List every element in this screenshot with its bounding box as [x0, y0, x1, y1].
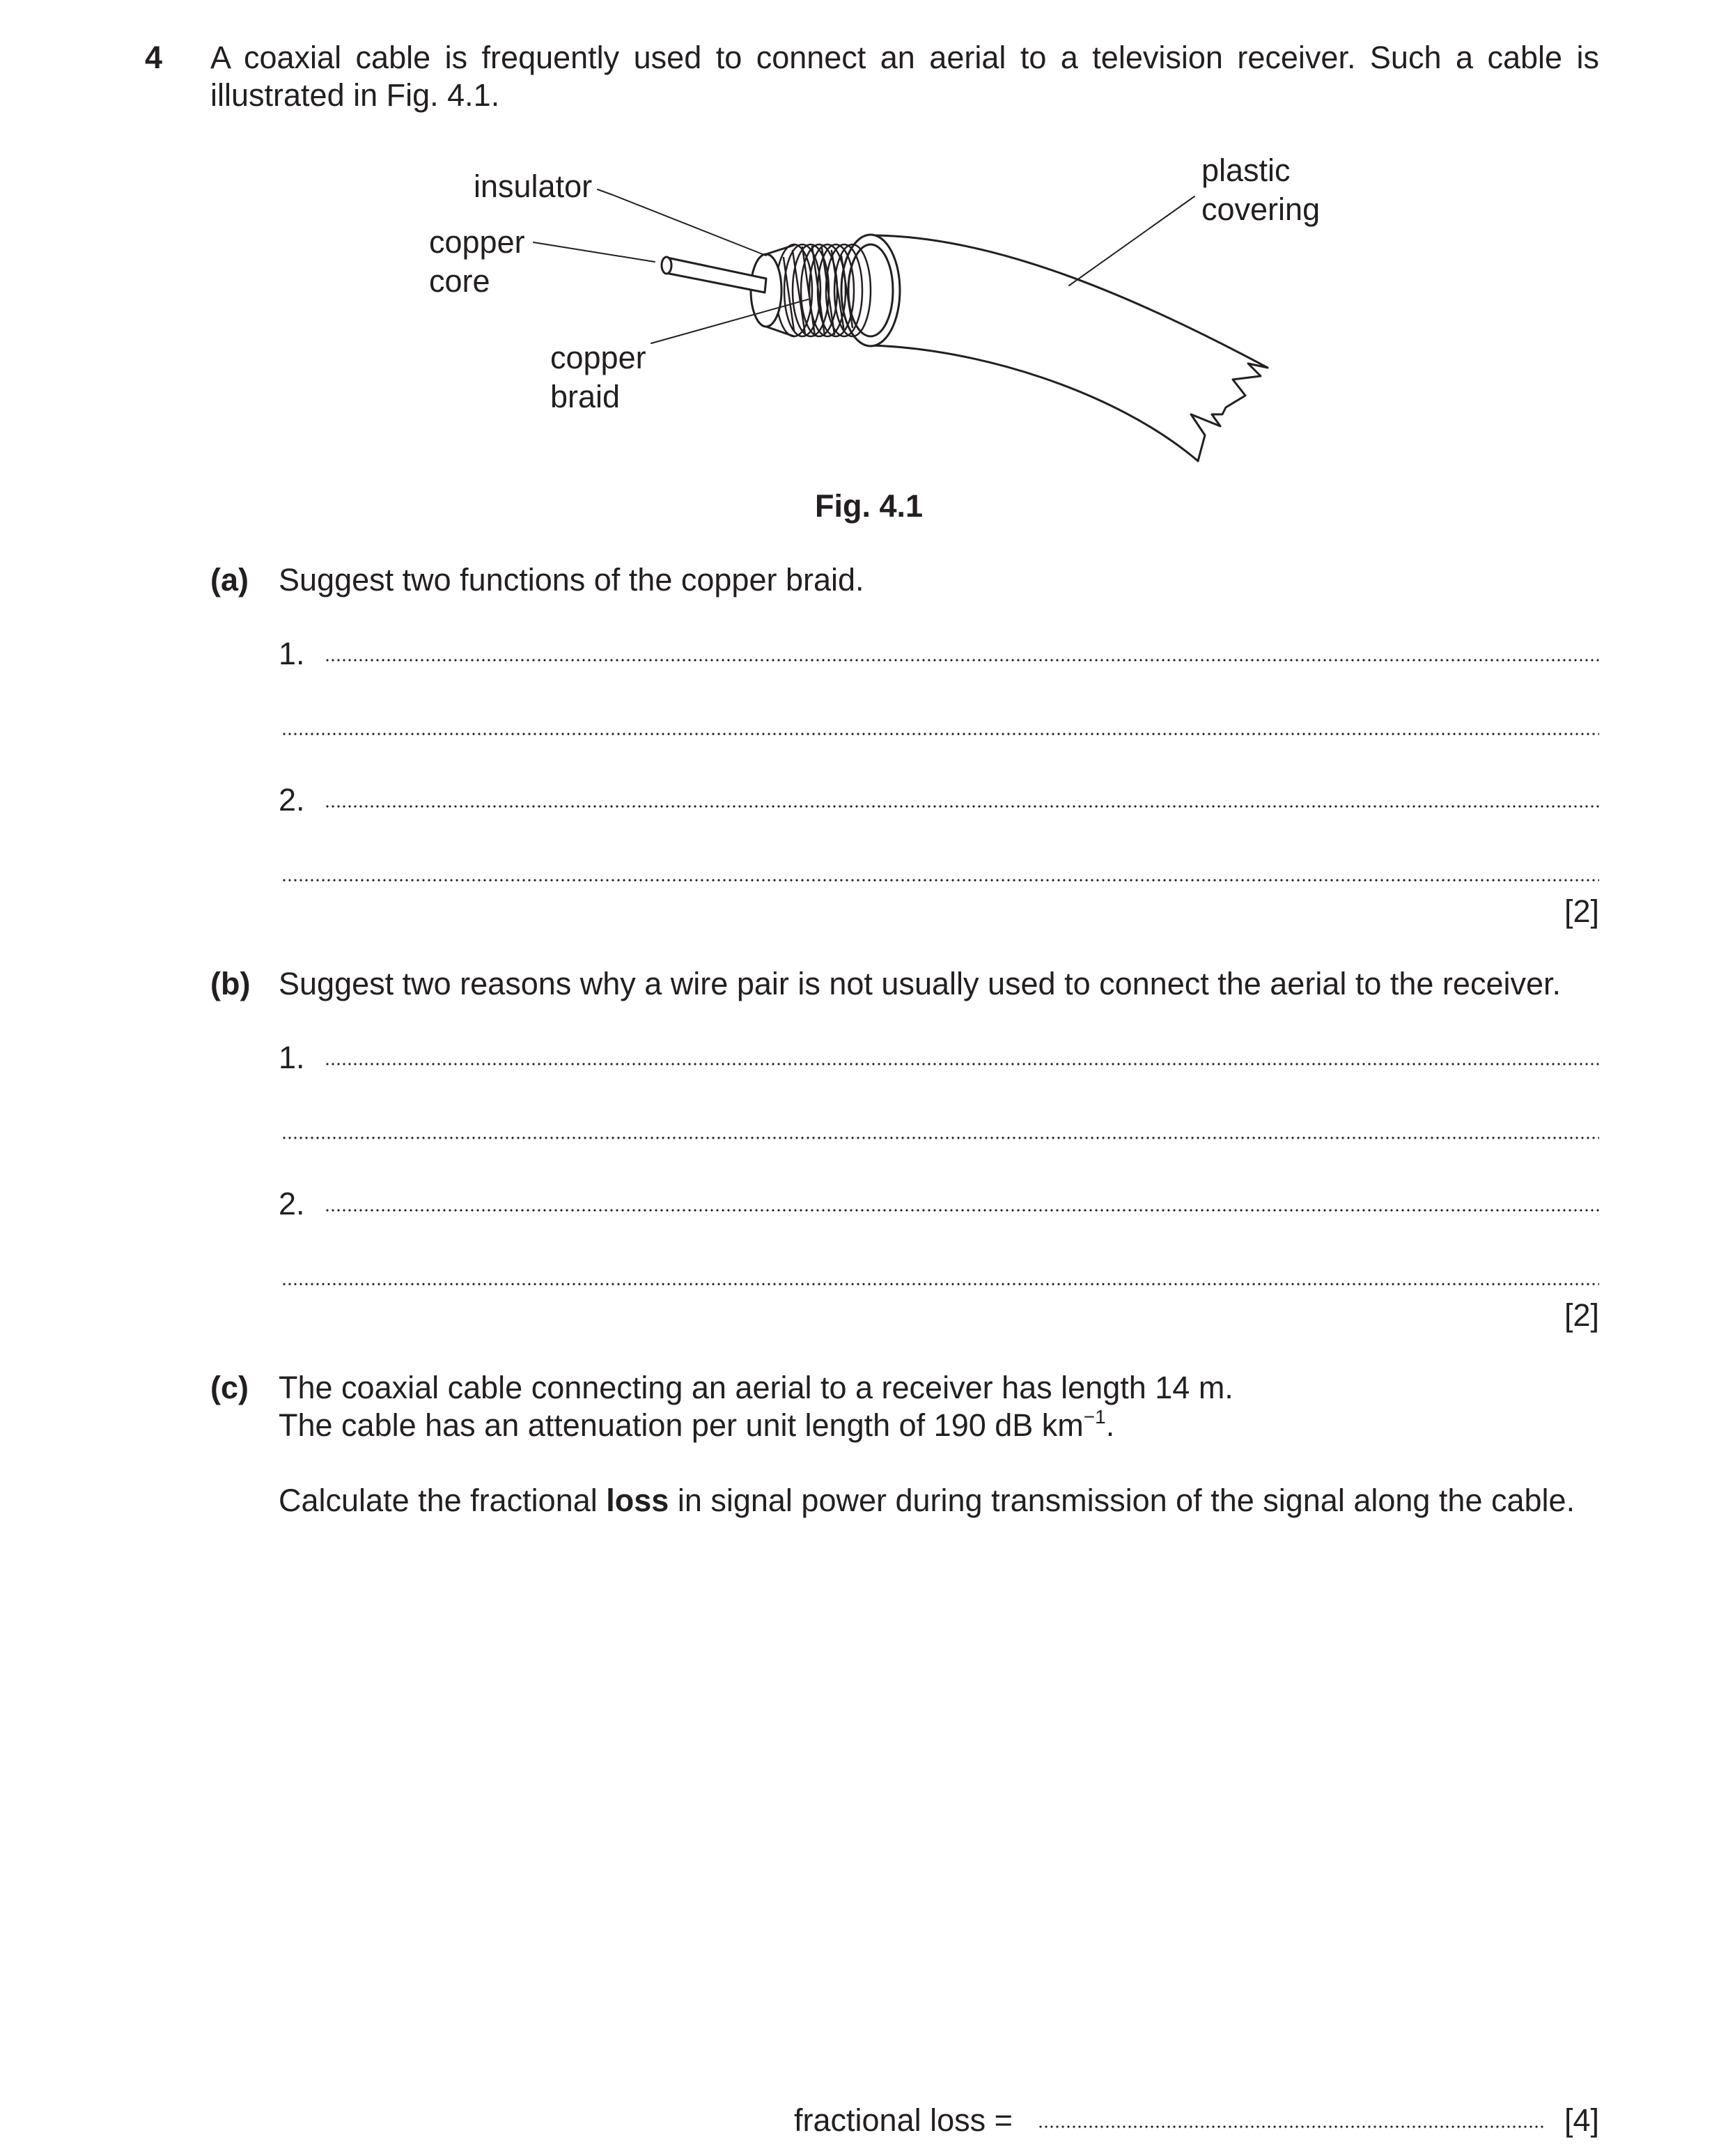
part-b-answer-line-1a[interactable] — [325, 1063, 1599, 1065]
question-number: 4 — [145, 40, 163, 75]
label-copper-braid-line1: copper — [550, 340, 646, 375]
part-b-label: (b) — [210, 966, 251, 1001]
part-a-answer-line-1b[interactable] — [281, 733, 1599, 735]
question-intro: A coaxial cable is frequently used to connect an aerial to a television receiver. Such a cable is illustrated in Fig. 4.1. — [210, 40, 1599, 113]
label-plastic-covering-line1: plastic — [1201, 153, 1291, 188]
fractional-loss-label: fractional loss = — [794, 2102, 1013, 2138]
part-c-calculate-instruction — [279, 1482, 1575, 1520]
plastic-covering-torn-end — [1191, 364, 1268, 461]
part-a-answer-line-2a[interactable] — [325, 805, 1599, 808]
label-insulator: insulator — [474, 169, 593, 204]
label-copper-core-line2: core — [429, 263, 490, 299]
leader-insulator — [598, 189, 766, 256]
label-copper-core-line1: copper — [429, 224, 525, 260]
plastic-covering-top-edge — [871, 235, 1268, 368]
plastic-covering-bottom-edge — [871, 345, 1198, 461]
part-b-marks: [2] — [1564, 1297, 1599, 1333]
fractional-loss-answer-line[interactable] — [1038, 2125, 1545, 2128]
part-a-marks: [2] — [1564, 893, 1599, 929]
part-a-answer-line-1a[interactable] — [325, 659, 1599, 662]
part-b-line-number-1: 1. — [279, 1040, 305, 1075]
part-c-line2-text: The cable has an attenuation per unit length of 190 dB km — [279, 1407, 1084, 1443]
part-a-answer-line-2b[interactable] — [281, 879, 1599, 882]
part-c-line2-superscript: −1 — [1083, 1406, 1106, 1428]
part-c-calc-bold: loss — [606, 1483, 669, 1518]
part-c-calc-post: in signal power during transmission of the signal along the cable. — [669, 1483, 1575, 1518]
part-b-line-number-2: 2. — [279, 1186, 305, 1221]
part-c-line2-end: . — [1105, 1407, 1115, 1443]
part-b-answer-line-2a[interactable] — [325, 1209, 1599, 1212]
figure-caption: Fig. 4.1 — [815, 488, 924, 524]
part-c-calc-pre: Calculate the fractional — [279, 1483, 607, 1518]
part-a-line-number-1: 1. — [279, 636, 305, 671]
part-c-line2 — [279, 1407, 1114, 1444]
label-plastic-covering-line2: covering — [1201, 192, 1321, 227]
leader-copper-core — [534, 242, 655, 262]
part-b-answer-line-1b[interactable] — [281, 1136, 1599, 1139]
part-c-marks: [4] — [1564, 2102, 1599, 2138]
copper-core — [666, 258, 766, 292]
coaxial-cable-figure — [404, 139, 1351, 474]
part-b-answer-line-2b[interactable] — [281, 1283, 1599, 1286]
leader-plastic-covering — [1069, 196, 1194, 286]
part-a-question: Suggest two functions of the copper braid. — [279, 562, 864, 597]
part-c-label: (c) — [210, 1370, 249, 1405]
part-a-line-number-2: 2. — [279, 782, 305, 818]
label-copper-braid-line2: braid — [550, 379, 621, 414]
part-b-question: Suggest two reasons why a wire pair is not usually used to connect the aerial to the receiver. — [279, 966, 1562, 1001]
part-c-line1: The coaxial cable connecting an aerial to a receiver has length 14 m. — [279, 1370, 1233, 1405]
part-a-label: (a) — [210, 562, 249, 597]
